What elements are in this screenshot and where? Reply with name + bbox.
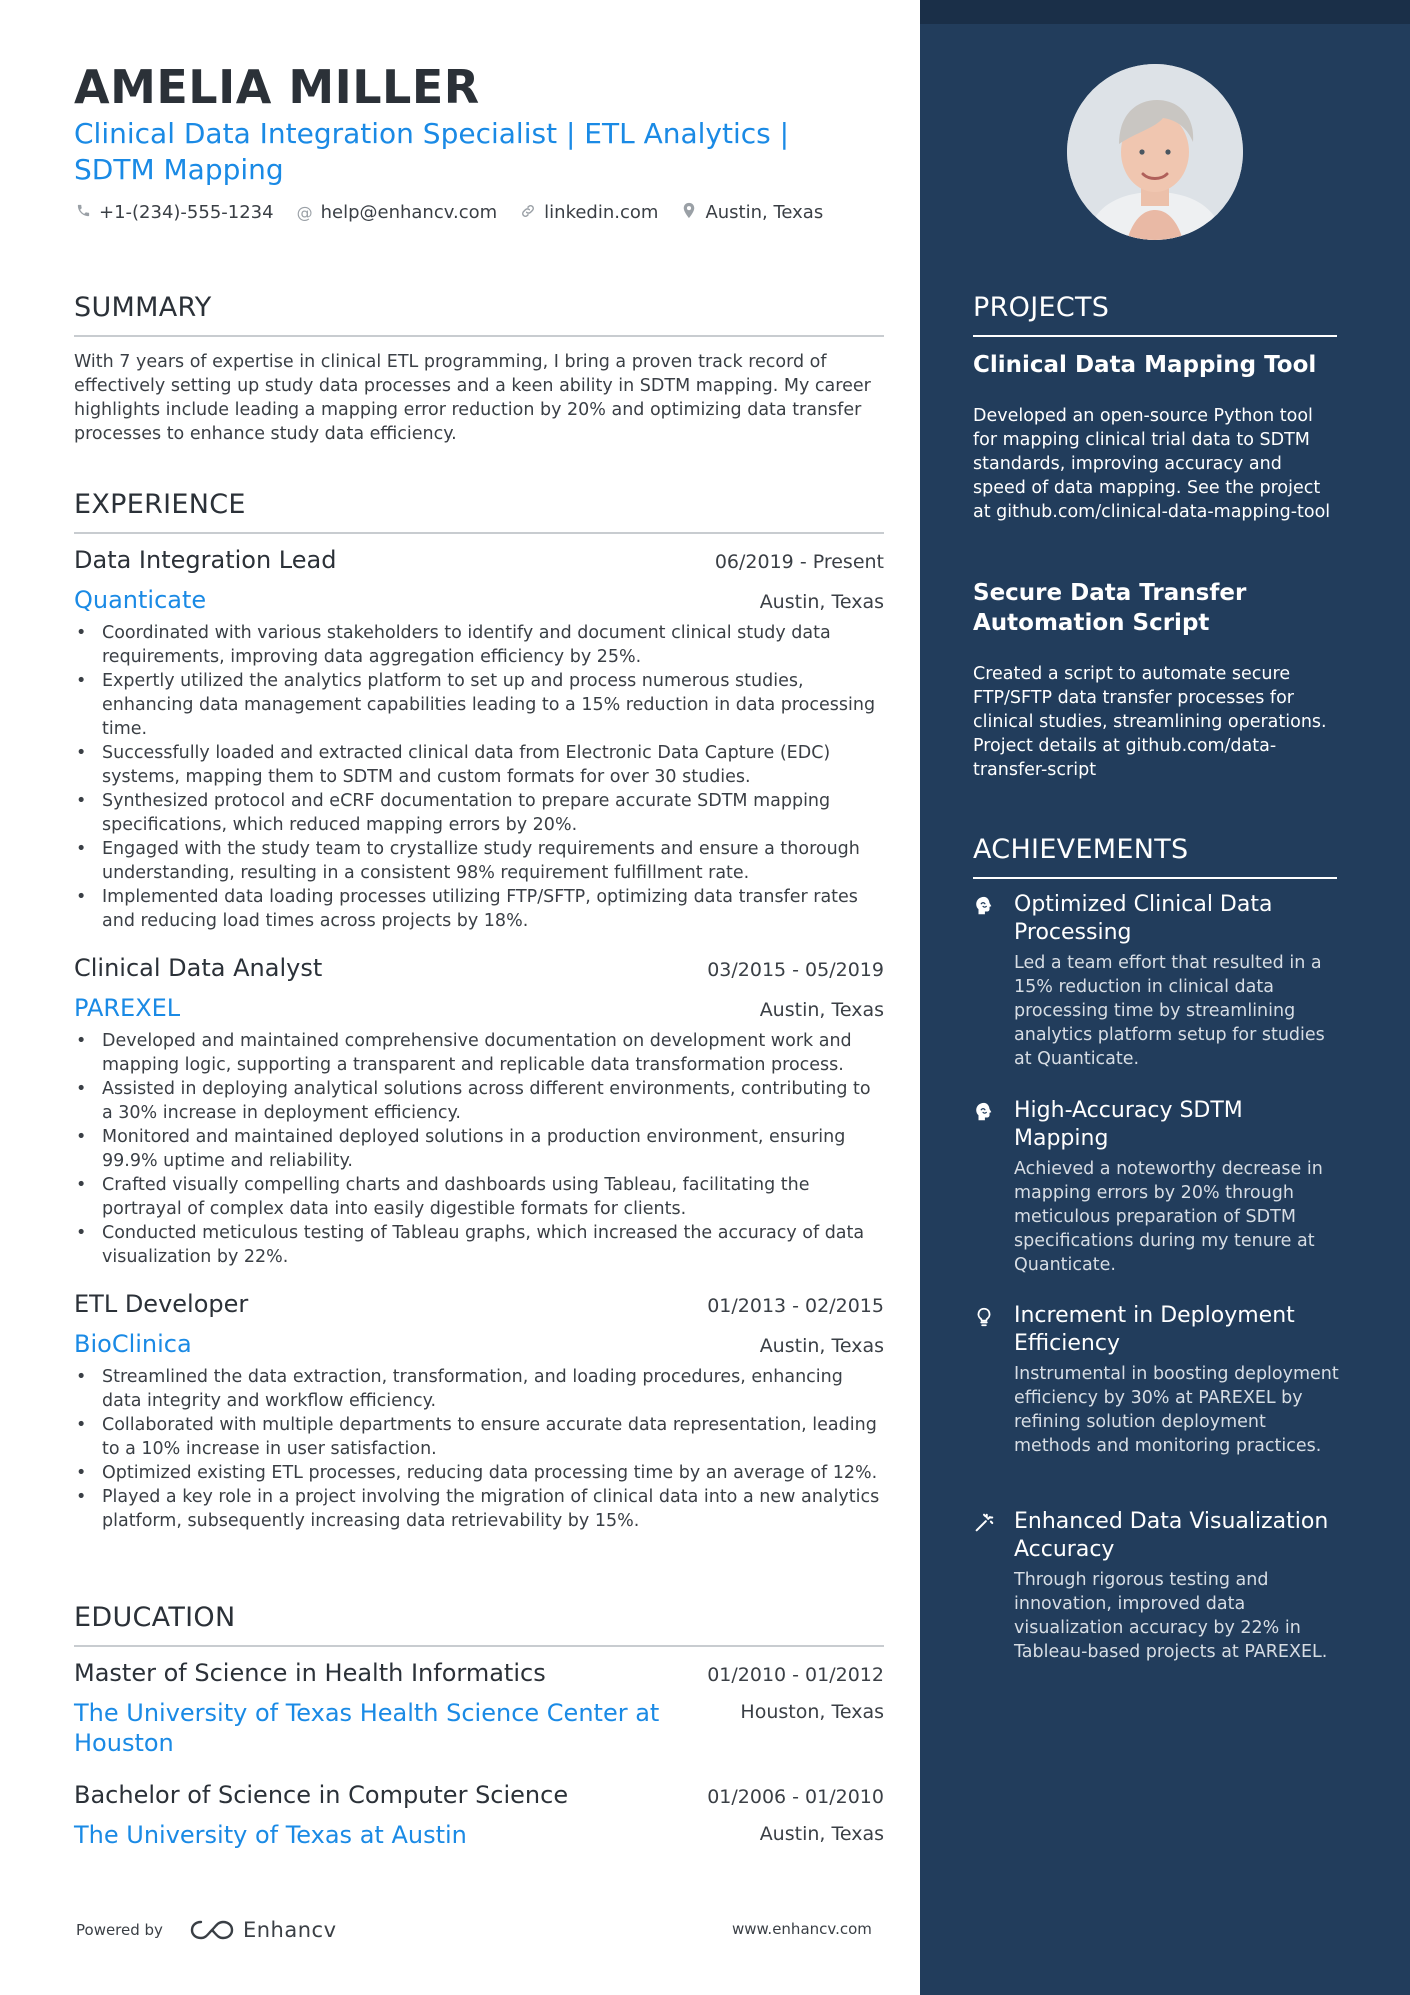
summary-heading: SUMMARY — [74, 292, 884, 337]
list-item: • Streamlined the data extraction, transformation, and loading procedures, enhancing data integrity and workflow efficiency. — [74, 1365, 884, 1413]
achievement-item — [973, 1302, 1343, 1458]
edu-degree: Master of Science in Health Informatics — [74, 1659, 546, 1687]
magic-wand-icon — [973, 1512, 997, 1536]
contact-location — [680, 202, 823, 223]
edu-1-school-row — [74, 1698, 884, 1758]
list-item: • Assisted in deploying analytical solutions across different environments, contributing to a 30% increase in deployment efficiency. — [74, 1077, 884, 1125]
achievement-title: Enhanced Data Visualization Accuracy — [1014, 1509, 1329, 1562]
powered-by-label: Powered by — [76, 1921, 163, 1939]
job-1-bullets — [74, 621, 884, 933]
achievement-description: Instrumental in boosting deployment efficiency by 30% at PAREXEL by refining solution deployment methods and monitoring practices. — [1014, 1364, 1339, 1456]
achievement-item — [973, 1097, 1343, 1277]
experience-heading: EXPERIENCE — [74, 489, 884, 534]
job-role: ETL Developer — [74, 1290, 249, 1318]
job-dates: 01/2013 - 02/2015 — [707, 1295, 884, 1317]
footer-url[interactable]: www.enhancv.com — [732, 1920, 872, 1938]
edu-dates: 01/2006 - 01/2010 — [707, 1786, 884, 1808]
edu-school: The University of Texas at Austin — [74, 1821, 467, 1849]
job-3-bullets — [74, 1365, 884, 1533]
project-title: Clinical Data Mapping Tool — [973, 352, 1317, 378]
phone-icon — [74, 203, 92, 222]
edu-2-school-row — [74, 1820, 884, 1850]
edu-2-header — [74, 1781, 884, 1809]
contact-phone[interactable] — [74, 202, 274, 223]
project-title: Secure Data Transfer Automation Script — [973, 580, 1247, 636]
achievements-heading: ACHIEVEMENTS — [973, 834, 1337, 879]
brain-icon — [973, 895, 997, 919]
list-item: • Implemented data loading processes utilizing FTP/SFTP, optimizing data transfer rates and reducing load times across projects by 18%. — [74, 885, 884, 933]
projects-heading: PROJECTS — [973, 292, 1337, 337]
location-icon — [680, 202, 698, 223]
list-item: • Synthesized protocol and eCRF documentation to prepare accurate SDTM mapping specifications, which reduced mapping errors by 20%. — [74, 789, 884, 837]
job-company: PAREXEL — [74, 994, 181, 1022]
list-item: • Conducted meticulous testing of Tableau graphs, which increased the accuracy of data visualization by 22%. — [74, 1221, 884, 1269]
contact-phone-text: +1-(234)-555-1234 — [99, 202, 274, 223]
list-item: • Expertly utilized the analytics platform to set up and process numerous studies, enhancing data management capabilities leading to a 15% reduction in data processing time. — [74, 669, 884, 741]
sidebar-top-band — [920, 0, 1410, 24]
job-3-company-row — [74, 1330, 884, 1358]
achievement-title: High-Accuracy SDTM Mapping — [1014, 1098, 1243, 1151]
job-2-bullets — [74, 1029, 884, 1269]
achievement-item — [973, 1508, 1343, 1664]
contact-email-text: help@enhancv.com — [320, 202, 498, 223]
achievement-item — [973, 891, 1343, 1071]
list-item: • Played a key role in a project involving the migration of clinical data into a new analytics platform, subsequently increasing data retrievability by 15%. — [74, 1485, 884, 1533]
achievement-description: Led a team effort that resulted in a 15% reduction in clinical data processing time by streamlining analytics platform setup for studies at Quanticate. — [1014, 953, 1325, 1069]
enhancv-logo[interactable] — [189, 1918, 337, 1942]
achievement-title: Increment in Deployment Efficiency — [1014, 1303, 1295, 1356]
edu-location: Houston, Texas — [740, 1701, 884, 1723]
avatar — [1067, 64, 1243, 240]
contact-email[interactable] — [296, 202, 498, 223]
list-item: • Developed and maintained comprehensive documentation on development work and mapping logic, supporting a transparent and replicable data transformation process. — [74, 1029, 884, 1077]
list-item: • Coordinated with various stakeholders to identify and document clinical study data requirements, improving data aggregation efficiency by 25%. — [74, 621, 884, 669]
edu-location: Austin, Texas — [759, 1823, 884, 1845]
edu-dates: 01/2010 - 01/2012 — [707, 1664, 884, 1686]
sidebar — [920, 0, 1410, 1995]
job-role: Data Integration Lead — [74, 546, 337, 574]
footer-powered — [76, 1918, 337, 1942]
list-item: • Crafted visually compelling charts and dashboards using Tableau, facilitating the portrayal of complex data into easily digestible formats for clients. — [74, 1173, 884, 1221]
at-icon: @ — [296, 203, 313, 222]
job-location: Austin, Texas — [759, 591, 884, 613]
achievement-title: Optimized Clinical Data Processing — [1014, 892, 1273, 945]
project-description: Created a script to automate secure FTP/SFTP data transfer processes for clinical studies, streamlining operations. Project details at github.com/data-transfer-script — [973, 664, 1327, 780]
contact-linkedin-text: linkedin.com — [544, 202, 659, 223]
job-2-header — [74, 954, 884, 982]
enhancv-logo-icon — [189, 1918, 235, 1942]
list-item: • Collaborated with multiple departments to ensure accurate data representation, leading to a 10% increase in user satisfaction. — [74, 1413, 884, 1461]
job-dates: 06/2019 - Present — [714, 551, 884, 573]
candidate-title: Clinical Data Integration Specialist | ETL Analytics | SDTM Mapping — [74, 117, 790, 186]
job-1-company-row — [74, 586, 884, 614]
brain-icon — [973, 1101, 997, 1125]
job-company: BioClinica — [74, 1330, 192, 1358]
job-2-company-row — [74, 994, 884, 1022]
achievement-description: Through rigorous testing and innovation, improved data visualization accuracy by 22% in Tableau-based projects at PAREXEL. — [1014, 1570, 1328, 1662]
candidate-name: AMELIA MILLER — [74, 60, 480, 114]
edu-degree: Bachelor of Science in Computer Science — [74, 1781, 569, 1809]
job-company: Quanticate — [74, 586, 207, 614]
lightbulb-icon — [973, 1306, 997, 1330]
list-item: • Engaged with the study team to crystallize study requirements and ensure a thorough understanding, resulting in a consistent 98% requirement fulfillment rate. — [74, 837, 884, 885]
job-role: Clinical Data Analyst — [74, 954, 323, 982]
list-item: • Monitored and maintained deployed solutions in a production environment, ensuring 99.9% uptime and reliability. — [74, 1125, 884, 1173]
contact-bar — [74, 202, 823, 223]
list-item: • Successfully loaded and extracted clinical data from Electronic Data Capture (EDC) systems, mapping them to SDTM and custom formats for over 30 studies. — [74, 741, 884, 789]
job-location: Austin, Texas — [759, 999, 884, 1021]
achievement-description: Achieved a noteworthy decrease in mapping errors by 20% through meticulous preparation of SDTM specifications during my tenure at Quanticate. — [1014, 1159, 1323, 1275]
contact-location-text: Austin, Texas — [705, 202, 824, 223]
job-dates: 03/2015 - 05/2019 — [707, 959, 884, 981]
summary-text: With 7 years of expertise in clinical ETL programming, I bring a proven track record of effectively setting up study data processes and a keen ability in SDTM mapping. My career highlights include leading a mapping error reduction by 20% and optimizing data transfer processes to enhance study data efficiency. — [74, 352, 871, 444]
list-item: • Optimized existing ETL processes, reducing data processing time by an average of 12%. — [74, 1461, 884, 1485]
project-description: Developed an open-source Python tool for mapping clinical trial data to SDTM standards, improving accuracy and speed of data mapping. See the project at github.com/clinical-data-mapping-tool — [973, 406, 1331, 522]
job-location: Austin, Texas — [759, 1335, 884, 1357]
job-3-header — [74, 1290, 884, 1318]
contact-linkedin[interactable] — [519, 202, 658, 223]
link-icon — [519, 203, 537, 223]
education-heading: EDUCATION — [74, 1602, 884, 1647]
job-1-header — [74, 546, 884, 574]
edu-1-header — [74, 1659, 884, 1687]
edu-school: The University of Texas Health Science Center at Houston — [74, 1699, 660, 1757]
enhancv-logo-text: Enhancv — [242, 1918, 337, 1942]
